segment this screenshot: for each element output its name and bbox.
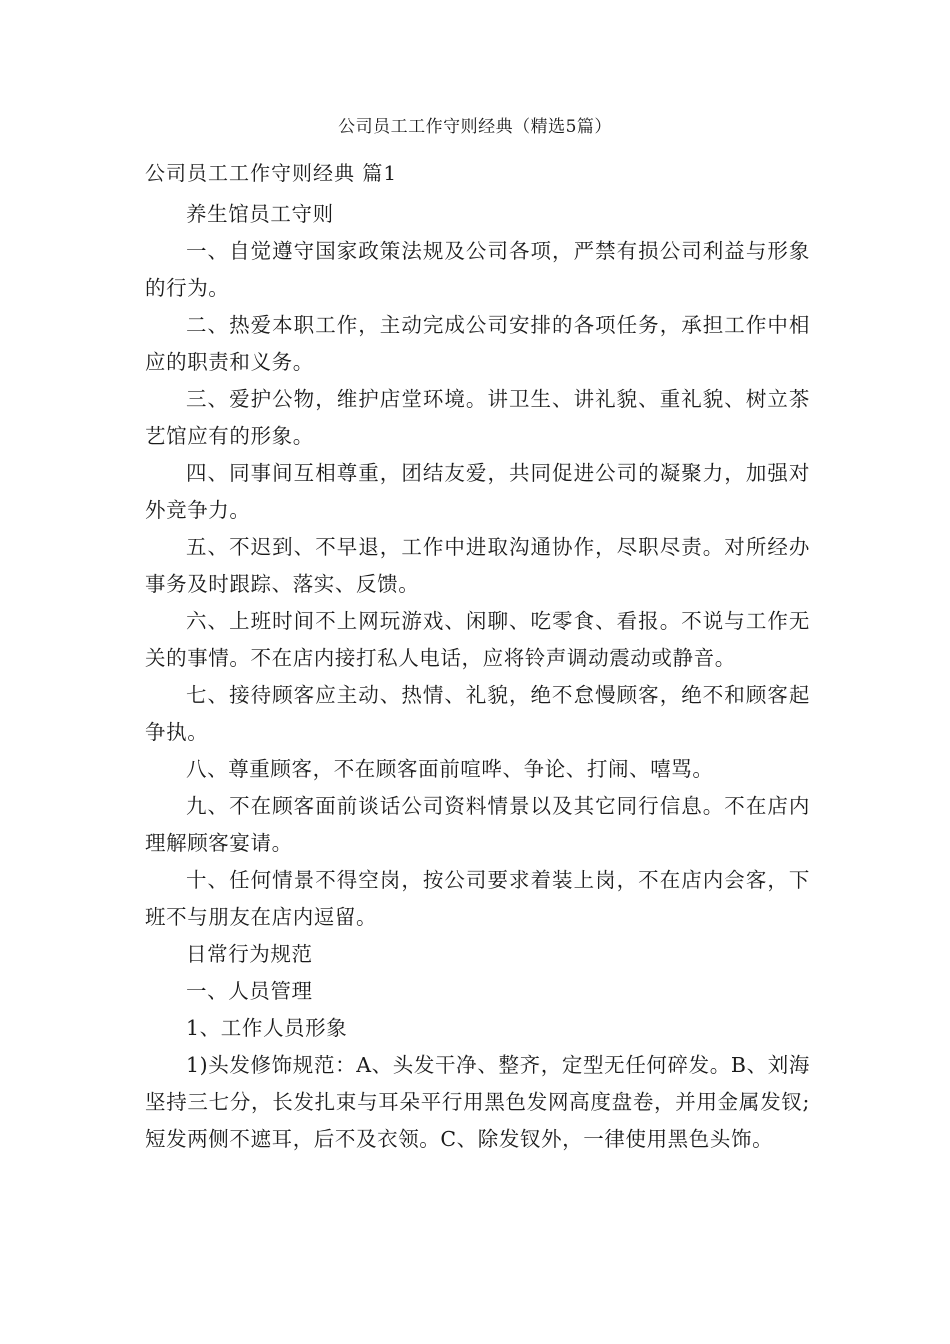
rule-paragraph-8: 八、尊重顾客，不在顾客面前喧哗、争论、打闹、嘻骂。	[186, 757, 714, 781]
rule-paragraph-9: 九、不在顾客面前谈话公司资料情景以及其它同行信息。不在店内理解顾客宴请。	[145, 794, 810, 855]
subsection-item-1: 一、人员管理	[186, 979, 313, 1003]
rule-paragraph-5: 五、不迟到、不早退，工作中进取沟通协作，尽职尽责。对所经办事务及时跟踪、落实、反馈。	[145, 535, 810, 596]
subsection-item-1-1: 1、工作人员形象	[186, 1016, 348, 1040]
subsection-heading: 日常行为规范	[186, 942, 313, 966]
document-title: 公司员工工作守则经典（精选5篇）	[338, 117, 612, 137]
rule-paragraph-1: 一、自觉遵守国家政策法规及公司各项，严禁有损公司利益与形象的行为。	[145, 239, 810, 300]
hair-grooming-paragraph: 1)头发修饰规范：A、头发干净、整齐，定型无任何碎发。B、刘海坚持三七分，长发扎束与耳朵平行用黑色发网高度盘卷，并用金属发钗;短发两侧不遮耳，后不及衣领。C、除发钗外，一律使用黑色头饰。	[145, 1053, 810, 1151]
rule-paragraph-2: 二、热爱本职工作，主动完成公司安排的各项任务，承担工作中相应的职责和义务。	[145, 313, 810, 374]
rule-paragraph-6: 六、上班时间不上网玩游戏、闲聊、吃零食、看报。不说与工作无关的事情。不在店内接打私人电话，应将铃声调动震动或静音。	[145, 609, 810, 670]
subtitle-paragraph: 养生馆员工守则	[186, 202, 334, 226]
rule-paragraph-3: 三、爱护公物，维护店堂环境。讲卫生、讲礼貌、重礼貌、树立茶艺馆应有的形象。	[145, 387, 810, 448]
document-body	[145, 196, 810, 1158]
rule-paragraph-7: 七、接待顾客应主动、热情、礼貌，绝不怠慢顾客，绝不和顾客起争执。	[145, 683, 810, 744]
rule-paragraph-10: 十、任何情景不得空岗，按公司要求着装上岗，不在店内会客，下班不与朋友在店内逗留。	[145, 868, 810, 929]
section-heading: 公司员工工作守则经典 篇1	[145, 161, 398, 185]
rule-paragraph-4: 四、同事间互相尊重，团结友爱，共同促进公司的凝聚力，加强对外竞争力。	[145, 461, 810, 522]
